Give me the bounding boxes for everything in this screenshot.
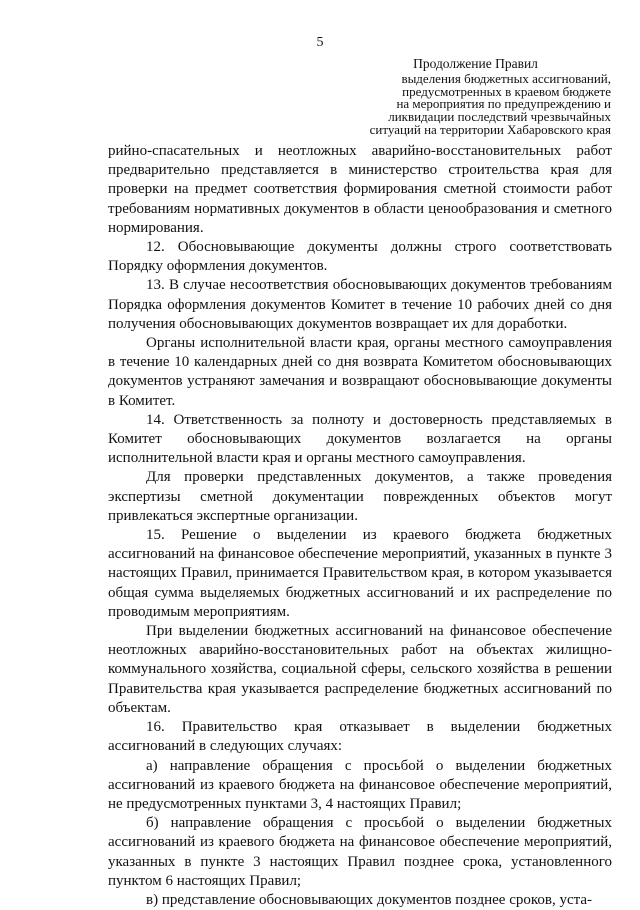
paragraph: Для проверки представленных документов, а также проведения экспертизы сметной документации поврежденных объектов могут привлекаться экспертные организации.: [108, 469, 612, 524]
paragraph: При выделении бюджетных ассигнований на финансовое обеспечение неотложных аварийно-восстановительных работ на объектах жилищно-коммунального хозяйства, социальной сферы, сельского хозяйства в решении Правительства края указывается распределение бюджетных ассигнований по объектам.: [108, 623, 612, 716]
page-number: 5: [316, 35, 324, 50]
continuation-header: [300, 58, 611, 137]
paragraph: в) представление обосновывающих документов позднее сроков, уста-: [146, 891, 593, 908]
paragraph: а) направление обращения с просьбой о выделении бюджетных ассигнований из краевого бюджета на финансовое обеспечение мероприятий, не предусмотренных пунктами 3, 4 настоящих Правил;: [108, 757, 612, 812]
header-title: Продолжение Правил: [413, 56, 538, 71]
header-line: выделения бюджетных ассигнований,: [401, 70, 611, 86]
paragraph: 15. Решение о выделении из краевого бюджета бюджетных ассигнований на финансовое обеспечение мероприятий, указанных в пункте 3 настоящих Правил, принимается Правительством края, в котором указывается общая сумма выделяемых бюджетных ассигнований и их распределение по проводимым мероприятиям.: [108, 527, 612, 620]
header-line: ликвидации последствий чрезвычайных: [388, 109, 611, 125]
paragraph: 16. Правительство края отказывает в выделении бюджетных ассигнований в следующих случаях:: [108, 719, 612, 755]
paragraph: 12. Обосновывающие документы должны строго соответствовать Порядку оформления документов.: [108, 239, 612, 275]
header-line: предусмотренных в краевом бюджете: [402, 83, 611, 99]
header-line: ситуаций на территории Хабаровского края: [369, 121, 611, 137]
paragraph: рийно-спасательных и неотложных аварийно-восстановительных работ предварительно представляется в министерство строительства края для проверки на предмет соответствия формирования сметной стоимости работ требованиям нормативных документов в области ценообразования и сметного нормирования.: [108, 143, 612, 236]
paragraph: 13. В случае несоответствия обосновывающих документов требованиям Порядка оформления документов Комитет в течение 10 рабочих дней со дня получения обосновывающих документов возвращает их для доработки.: [108, 277, 612, 332]
header-line: на мероприятия по предупреждению и: [396, 96, 611, 112]
paragraph: б) направление обращения с просьбой о выделении бюджетных ассигнований из краевого бюджета на финансовое обеспечение мероприятий, указанных в пункте 3 настоящих Правил позднее срока, установленного пунктом 6 настоящих Правил;: [108, 815, 612, 889]
document-body: [108, 142, 612, 910]
paragraph: 14. Ответственность за полноту и достоверность представляемых в Комитет обосновывающих документов возлагается на органы исполнительной власти края и органы местного самоуправления.: [108, 411, 612, 467]
paragraph: Органы исполнительной власти края, органы местного самоуправления в течение 10 календарных дней со дня возврата Комитетом обосновывающих документов устраняют замечания и возвращают обосновывающие документы в Комитет.: [108, 335, 612, 409]
